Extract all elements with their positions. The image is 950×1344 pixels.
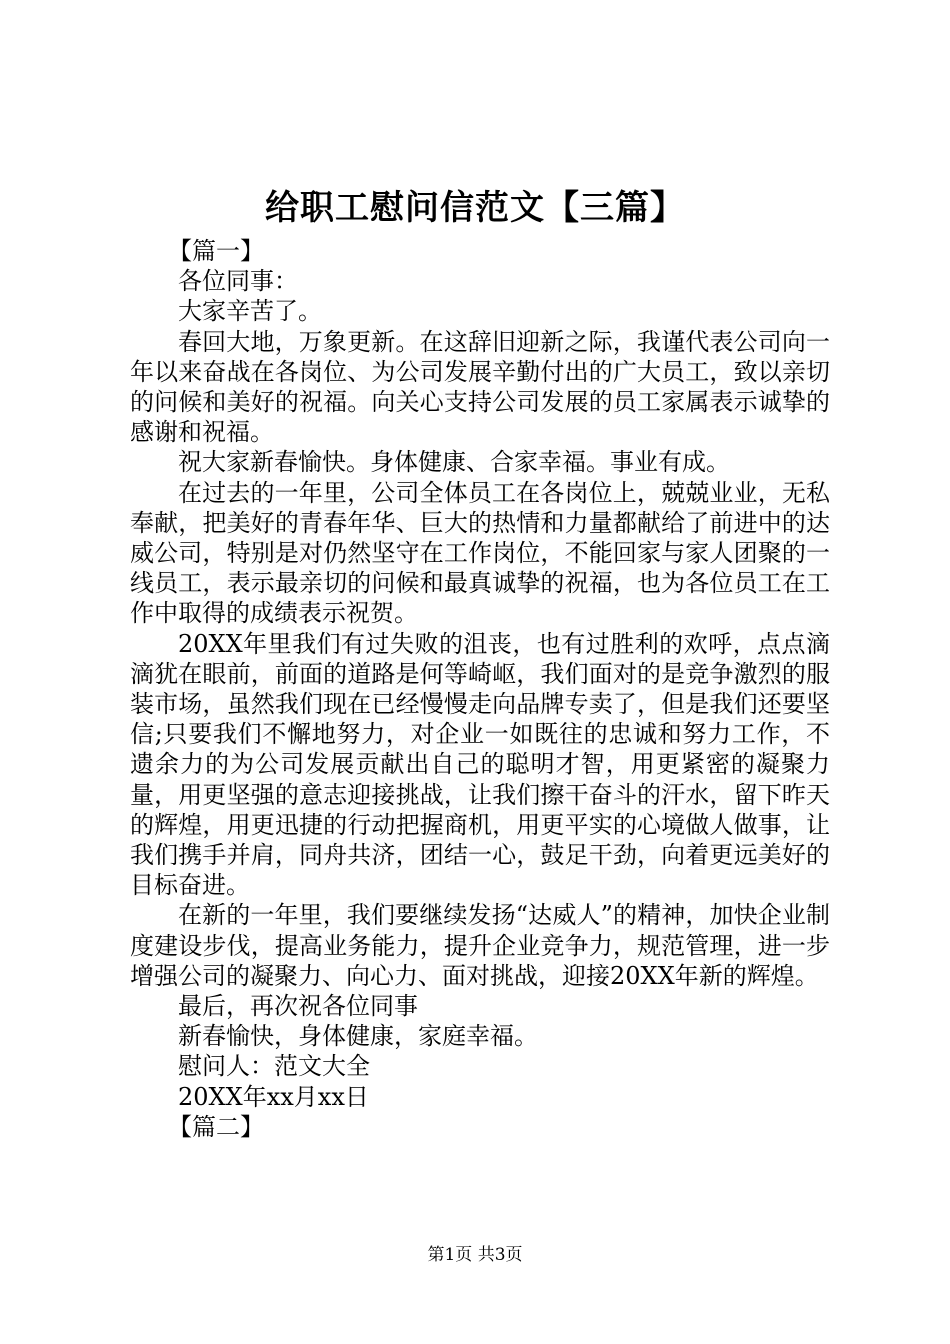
greeting-line: 大家辛苦了。 — [178, 297, 322, 326]
section-heading-1: 【篇一】 — [168, 237, 264, 265]
paragraph-5: 在新的一年里，我们要继续发扬“达威人”的精神，加快企业制度建设步伐，提高业务能力，提升企业竞争力，规范管理，进一步增强公司的凝聚力、向心力、面对挑战，迎接20XX年新的辉煌。 — [130, 901, 830, 990]
paragraph-4: 20XX年里我们有过失败的沮丧，也有过胜利的欢呼，点点滴滴犹在眼前，前面的道路是何等崎岖，我们面对的是竞争激烈的服装市场，虽然我们现在已经慢慢走向品牌专卖了，但是我们还要坚信;只要我们不懈地努力，对企业一如既往的忠诚和努力工作，不遗余力的为公司发展贡献出自己的聪明才智，用更紧密的凝聚力量，用更坚强的意志迎接挑战，让我们擦干奋斗的汗水，留下昨天的辉煌，用更迅捷的行动把握商机，用更平实的心境做人做事，让我们携手并肩，同舟共济，团结一心，鼓足干劲，向着更远美好的目标奋进。 — [130, 629, 830, 900]
document-body — [130, 236, 830, 1142]
salutation: 各位同事： — [178, 267, 298, 296]
paragraph-1: 春回大地，万象更新。在这辞旧迎新之际，我谨代表公司向一年以来奋战在各岗位、为公司发展辛勤付出的广大员工，致以亲切的问候和美好的祝福。向关心支持公司发展的员工家属表示诚挚的感谢和祝福。 — [130, 327, 830, 447]
date-line: 20XX年xx月xx日 — [178, 1082, 369, 1111]
closing-wishes: 新春愉快，身体健康，家庭幸福。 — [178, 1022, 538, 1051]
signature-line: 慰问人：范文大全 — [178, 1052, 370, 1081]
closing-line: 最后，再次祝各位同事 — [178, 992, 418, 1021]
section-heading-2: 【篇二】 — [168, 1112, 264, 1141]
paragraph-2: 祝大家新春愉快。身体健康、合家幸福。事业有成。 — [178, 448, 730, 477]
document-title: 给职工慰问信范文【三篇】 — [265, 188, 685, 228]
paragraph-3: 在过去的一年里，公司全体员工在各岗位上，兢兢业业，无私奉献，把美好的青春年华、巨大的热情和力量都献给了前进中的达威公司，特别是对仍然坚守在工作岗位，不能回家与家人团聚的一线员工，表示最亲切的问候和最真诚挚的祝福，也为各位员工在工作中取得的成绩表示祝贺。 — [130, 478, 830, 628]
page-number-footer: 第1页 共3页 — [427, 1245, 523, 1265]
